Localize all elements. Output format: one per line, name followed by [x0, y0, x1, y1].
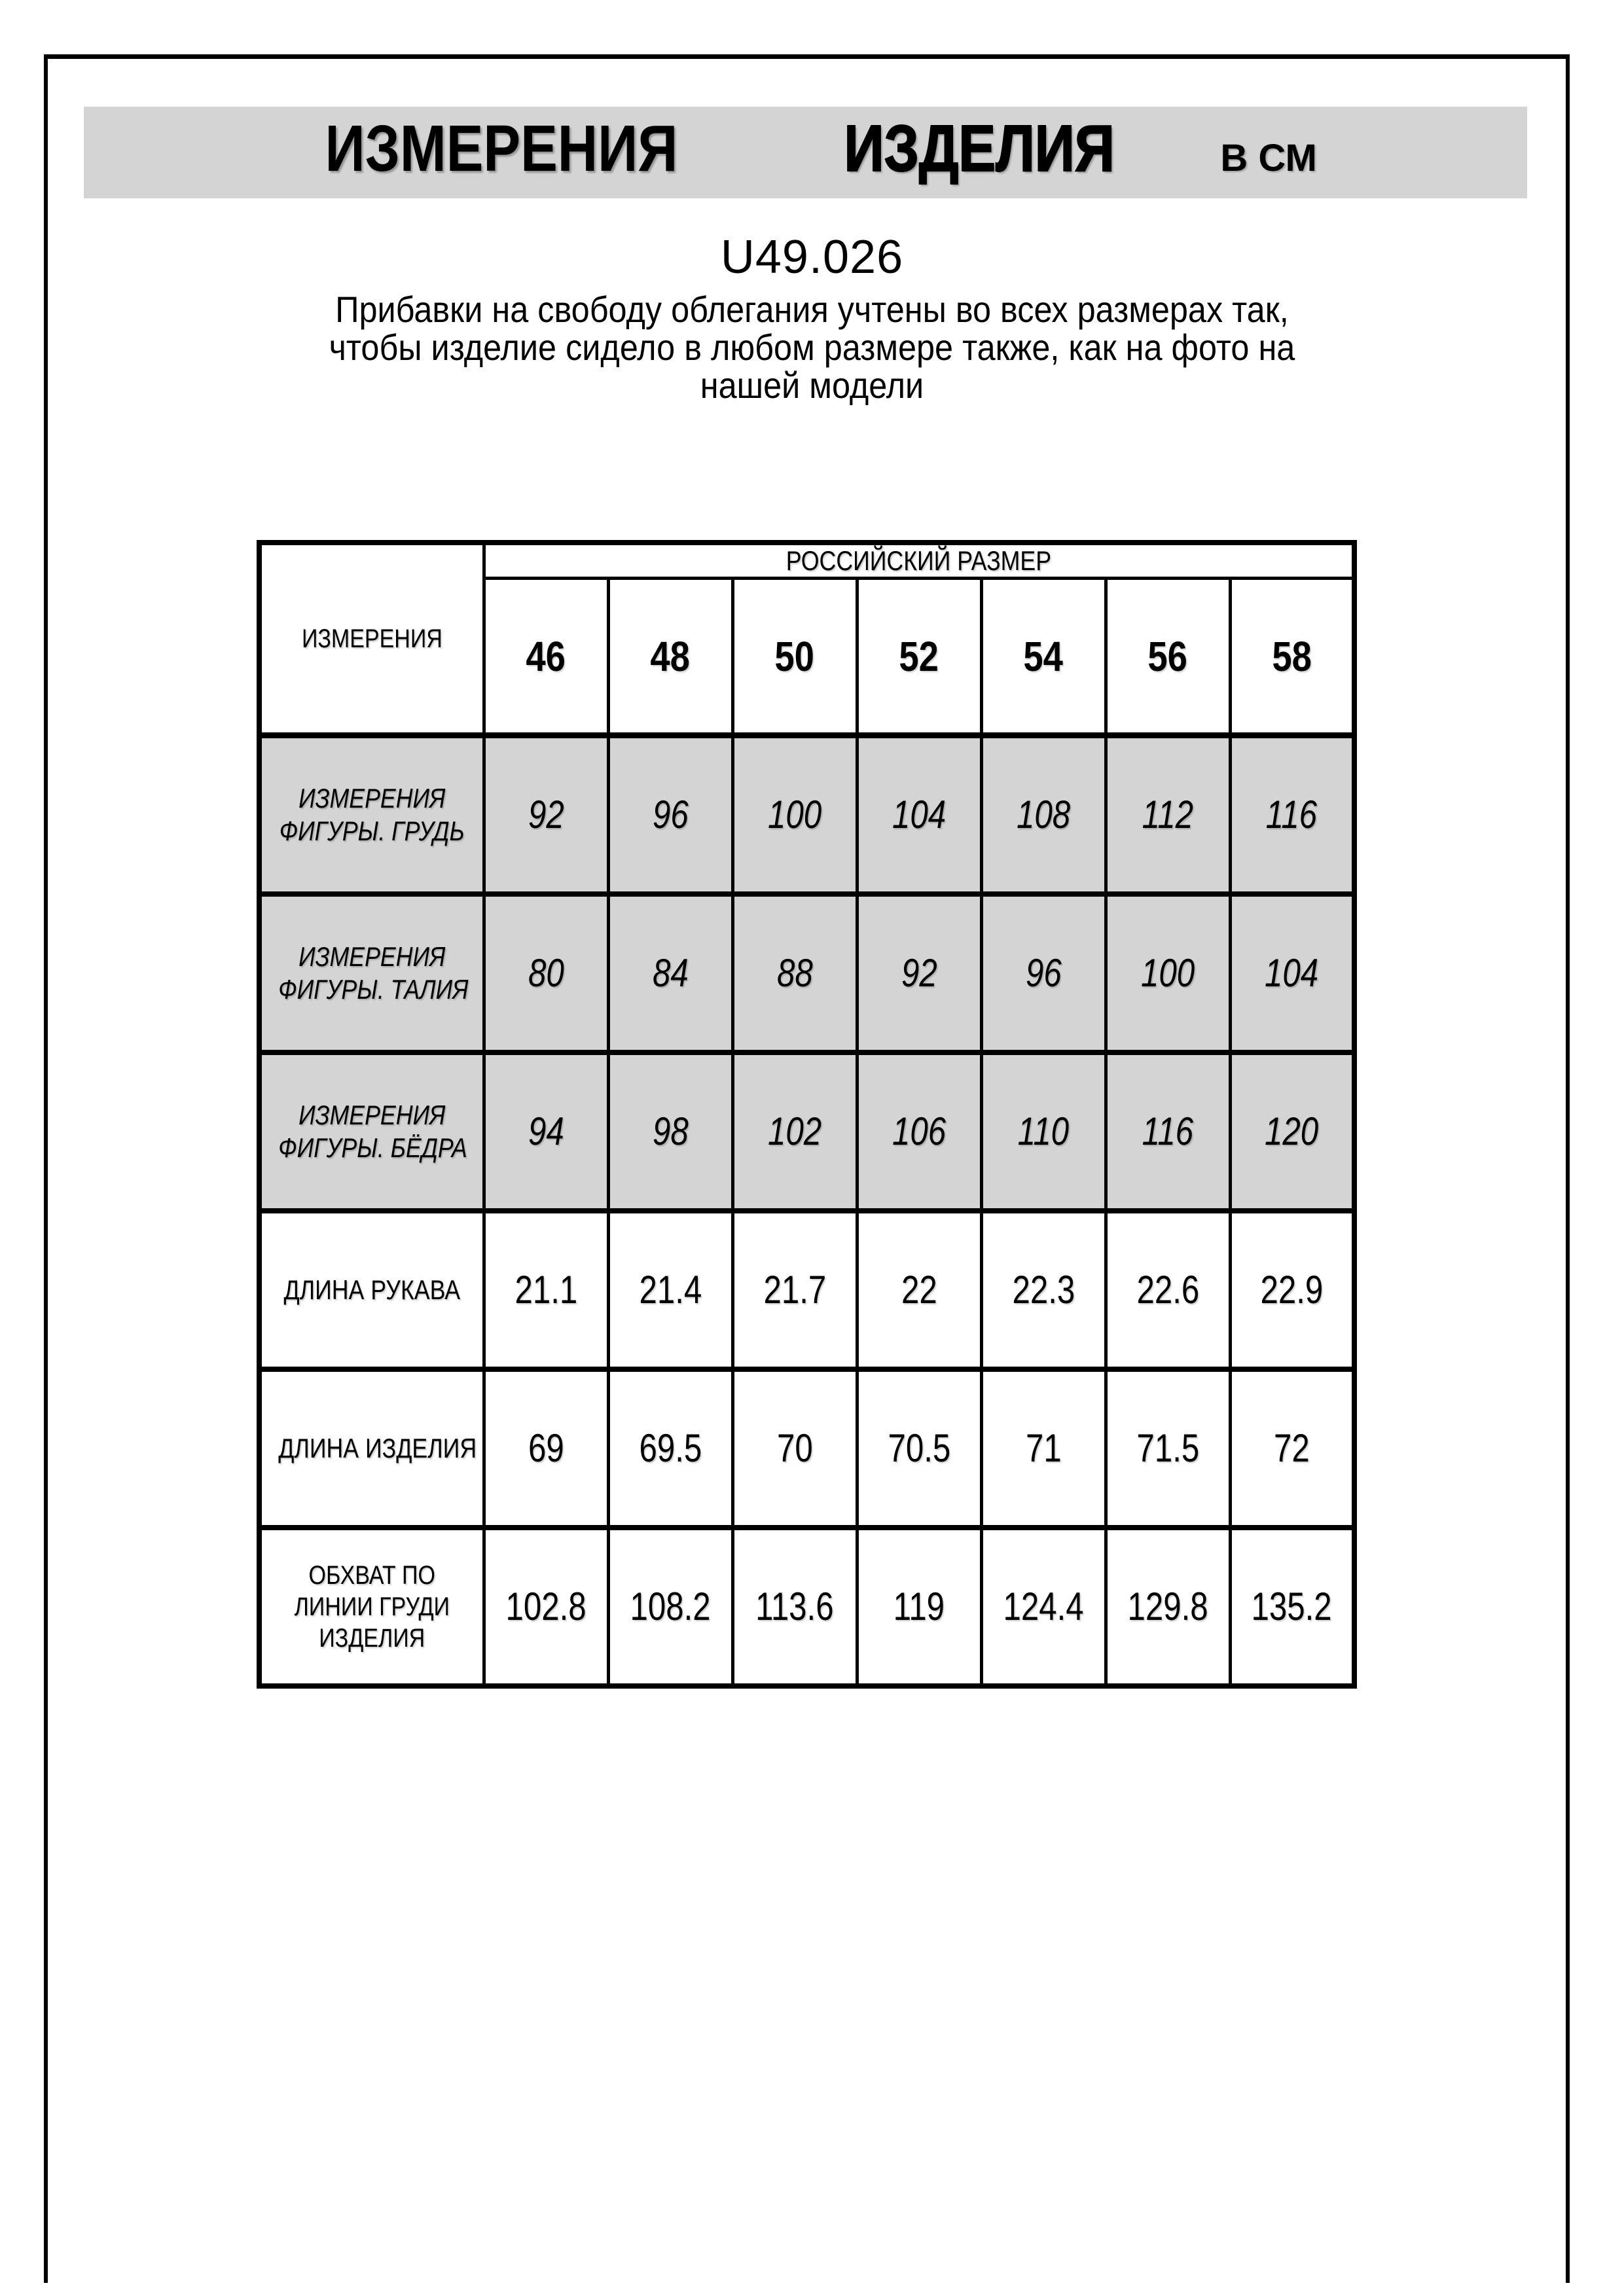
cell-value: 116 — [1266, 793, 1318, 837]
title-word-measurements: ИЗМЕРЕНИЯ — [325, 112, 678, 185]
table-row-figure-hips — [259, 1052, 1354, 1211]
row-label-line: ИЗМЕРЕНИЯ — [298, 782, 446, 814]
value-cell — [857, 736, 981, 894]
cell-value: 69 — [528, 1426, 564, 1470]
row-label-cell — [259, 1052, 484, 1211]
size-header-cell — [1230, 579, 1354, 736]
value-cell — [484, 736, 608, 894]
size-header-cell — [732, 579, 857, 736]
value-cell — [981, 1211, 1106, 1369]
table-row-figure-waist — [259, 894, 1354, 1052]
row-label-line: ДЛИНА ИЗДЕЛИЯ — [278, 1432, 477, 1463]
table-row-sleeve-length — [259, 1211, 1354, 1369]
value-cell — [1230, 894, 1354, 1052]
size-52: 52 — [899, 632, 939, 680]
value-cell — [732, 1369, 857, 1528]
fit-note-line: чтобы изделие сидело в любом размере также, как на фото на — [329, 327, 1295, 368]
cell-value: 96 — [1025, 951, 1062, 995]
cell-value: 69.5 — [639, 1426, 702, 1470]
corner-header-label: ИЗМЕРЕНИЯ — [301, 624, 442, 653]
cell-value: 96 — [652, 793, 689, 837]
cell-value: 100 — [767, 793, 822, 837]
cell-value: 113.6 — [755, 1585, 834, 1628]
cell-value: 102 — [767, 1109, 822, 1153]
value-cell — [1106, 1369, 1230, 1528]
cell-value: 102.8 — [505, 1585, 586, 1628]
value-cell — [484, 1211, 608, 1369]
size-header-cell — [857, 579, 981, 736]
corner-header-cell — [259, 543, 484, 736]
cell-value: 21.7 — [763, 1268, 826, 1312]
table-row-chest-girth — [259, 1528, 1354, 1686]
cell-value: 110 — [1017, 1109, 1070, 1153]
row-label-line: ОБХВАТ ПО — [308, 1560, 435, 1590]
value-cell — [1230, 1528, 1354, 1686]
cell-value: 71.5 — [1136, 1426, 1199, 1470]
size-48: 48 — [650, 632, 691, 680]
cell-value: 120 — [1265, 1109, 1319, 1153]
cell-value: 21.1 — [514, 1268, 577, 1312]
fit-note — [0, 291, 1624, 404]
value-cell — [608, 1052, 732, 1211]
size-58: 58 — [1272, 632, 1312, 680]
row-label-line: ДЛИНА РУКАВА — [283, 1274, 461, 1305]
value-cell — [484, 1528, 608, 1686]
row-label-cell — [259, 1369, 484, 1528]
russian-size-header-label: РОССИЙСКИЙ РАЗМЕР — [785, 545, 1051, 576]
row-label-cell — [259, 894, 484, 1052]
value-cell — [981, 894, 1106, 1052]
value-cell — [1106, 1528, 1230, 1686]
value-cell — [1230, 1052, 1354, 1211]
cell-value: 92 — [528, 793, 564, 837]
row-label-line: ИЗМЕРЕНИЯ — [298, 941, 446, 972]
cell-value: 88 — [776, 951, 813, 995]
value-cell — [484, 1052, 608, 1211]
value-cell — [732, 1052, 857, 1211]
cell-value: 22.9 — [1260, 1268, 1324, 1312]
value-cell — [857, 1528, 981, 1686]
value-cell — [857, 894, 981, 1052]
size-50: 50 — [774, 632, 815, 680]
row-label-cell — [259, 1211, 484, 1369]
value-cell — [732, 894, 857, 1052]
cell-value: 108 — [1016, 793, 1071, 837]
cell-value: 22.3 — [1012, 1268, 1075, 1312]
russian-size-header-cell — [484, 543, 1354, 579]
table-row-figure-chest — [259, 736, 1354, 894]
value-cell — [857, 1052, 981, 1211]
cell-value: 106 — [892, 1109, 947, 1153]
value-cell — [732, 1211, 857, 1369]
cell-value: 71 — [1025, 1426, 1062, 1470]
size-46: 46 — [526, 632, 566, 680]
size-56: 56 — [1147, 632, 1188, 680]
size-header-cell — [484, 579, 608, 736]
cell-value: 72 — [1273, 1426, 1310, 1470]
size-54: 54 — [1023, 632, 1064, 680]
value-cell — [981, 1528, 1106, 1686]
cell-value: 104 — [892, 793, 947, 837]
table-row-group-header — [259, 543, 1354, 579]
cell-value: 116 — [1142, 1109, 1194, 1153]
size-table — [257, 540, 1357, 1689]
cell-value: 94 — [528, 1109, 564, 1153]
cell-value: 70 — [776, 1426, 813, 1470]
value-cell — [1106, 1052, 1230, 1211]
cell-value: 21.4 — [639, 1268, 702, 1312]
value-cell — [981, 1052, 1106, 1211]
row-label-cell — [259, 1528, 484, 1686]
value-cell — [1230, 1211, 1354, 1369]
value-cell — [608, 894, 732, 1052]
value-cell — [732, 736, 857, 894]
value-cell — [981, 736, 1106, 894]
value-cell — [1106, 1211, 1230, 1369]
value-cell — [608, 736, 732, 894]
value-cell — [981, 1369, 1106, 1528]
value-cell — [608, 1211, 732, 1369]
row-label-cell — [259, 736, 484, 894]
value-cell — [1230, 1369, 1354, 1528]
cell-value: 135.2 — [1251, 1585, 1332, 1628]
size-header-cell — [981, 579, 1106, 736]
value-cell — [608, 1528, 732, 1686]
table-row-product-length — [259, 1369, 1354, 1528]
size-header-cell — [608, 579, 732, 736]
cell-value: 108.2 — [630, 1585, 711, 1628]
cell-value: 104 — [1265, 951, 1319, 995]
cell-value: 98 — [652, 1109, 689, 1153]
cell-value: 92 — [901, 951, 937, 995]
title-band — [84, 107, 1527, 198]
value-cell — [1106, 736, 1230, 894]
cell-value: 84 — [652, 951, 689, 995]
cell-value: 124.4 — [1003, 1585, 1084, 1628]
fit-note-line: Прибавки на свободу облегания учтены во всех размерах так, — [335, 289, 1289, 330]
value-cell — [484, 894, 608, 1052]
cell-value: 119 — [893, 1585, 945, 1628]
fit-note-line: нашей модели — [700, 365, 924, 406]
cell-value: 100 — [1140, 951, 1195, 995]
cell-value: 22.6 — [1136, 1268, 1199, 1312]
row-label-line: ИЗДЕЛИЯ — [319, 1623, 425, 1653]
row-label-line: ФИГУРЫ. ТАЛИЯ — [278, 973, 469, 1005]
cell-value: 22 — [901, 1268, 937, 1312]
value-cell — [857, 1369, 981, 1528]
size-header-cell — [1106, 579, 1230, 736]
cell-value: 112 — [1142, 793, 1194, 837]
row-label-line: ЛИНИИ ГРУДИ — [294, 1592, 450, 1621]
value-cell — [1106, 894, 1230, 1052]
title-word-product: ИЗДЕЛИЯ — [844, 112, 1115, 185]
article-number: U49.026 — [720, 231, 904, 283]
row-label-line: ФИГУРЫ. ГРУДЬ — [279, 815, 465, 846]
row-label-line: ИЗМЕРЕНИЯ — [298, 1099, 446, 1130]
value-cell — [484, 1369, 608, 1528]
value-cell — [608, 1369, 732, 1528]
cell-value: 80 — [528, 951, 564, 995]
value-cell — [857, 1211, 981, 1369]
title-units-label: В СМ — [1220, 137, 1317, 179]
cell-value: 129.8 — [1127, 1585, 1208, 1628]
value-cell — [1230, 736, 1354, 894]
value-cell — [732, 1528, 857, 1686]
row-label-line: ФИГУРЫ. БЁДРА — [278, 1132, 467, 1163]
cell-value: 70.5 — [888, 1426, 950, 1470]
